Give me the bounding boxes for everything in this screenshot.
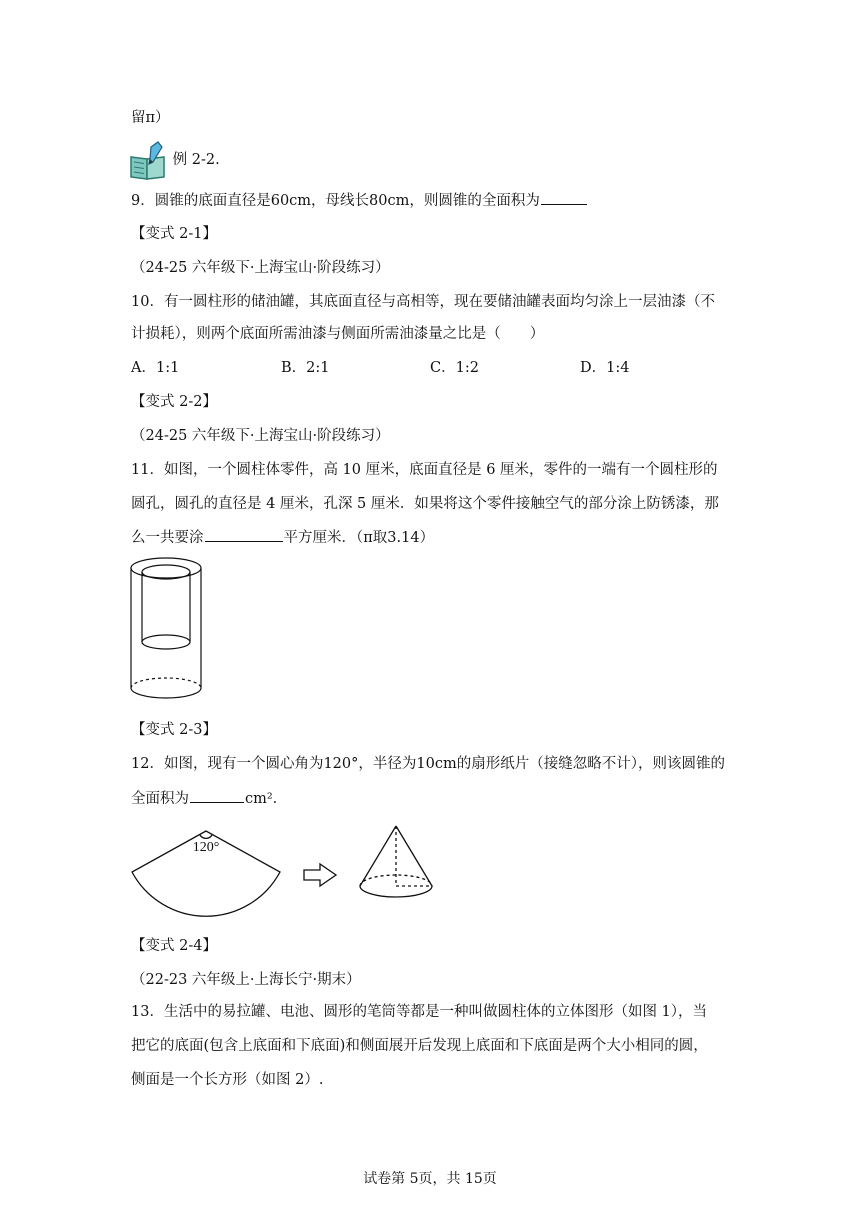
angle-label: 120° [192,840,220,855]
example-label: 例 2-2. [172,152,220,168]
variant-2-2-heading: 【变式 2-2】 [131,394,217,410]
variant-2-1-source: （24-25 六年级下·上海宝山·阶段练习） [131,260,390,276]
variant-2-4-heading: 【变式 2-4】 [131,938,217,954]
variant-2-3-heading: 【变式 2-3】 [131,722,217,738]
answer-blank[interactable] [190,788,244,803]
question-11-line3: 么一共要涂 平方厘米．（π取3.14） [131,527,434,548]
example-header [128,140,220,180]
page-footer: 试卷第 5页，共 15页 [363,1171,497,1187]
question-11-line2: 圆孔，圆孔的直径是 4 厘米，孔深 5 厘米．如果将这个零件接触空气的部分涂上防锈漆，那 [131,496,719,512]
question-9: 9．圆锥的底面直径是60cm，母线长80cm，则圆锥的全面积为 [131,190,588,211]
cylinder-with-hole-figure [126,552,210,700]
question-12-line2: 全面积为 cm²． [131,788,287,809]
variant-2-4-source: （22-23 六年级上·上海长宁·期末） [131,972,361,988]
question-10-line1: 10．有一圆柱形的储油罐，其底面直径与高相等，现在要储油罐表面均匀涂上一层油漆（不 [131,294,715,310]
question-13-line2: 把它的底面(包含上底面和下底面)和侧面展开后发现上底面和下底面是两个大小相同的圆， [131,1038,708,1054]
option-c[interactable]: C．1:2 [430,360,479,376]
top-fragment: 留π） [131,110,170,126]
variant-2-2-source: （24-25 六年级下·上海宝山·阶段练习） [131,428,390,444]
option-d[interactable]: D．1:4 [580,360,630,376]
question-13-line3: 侧面是一个长方形（如图 2）. [131,1072,324,1088]
sector-to-cone-figure [126,822,436,922]
book-pencil-icon [128,140,168,180]
option-a[interactable]: A．1:1 [131,360,180,376]
question-12-line1: 12．如图，现有一个圆心角为120°，半径为10cm的扇形纸片（接缝忽略不计），则该圆锥的 [131,756,725,772]
option-b[interactable]: B．2:1 [281,360,330,376]
answer-blank[interactable] [541,190,587,205]
variant-2-1-heading: 【变式 2-1】 [131,226,217,242]
question-10-line2: 计损耗），则两个底面所需油漆与侧面所需油漆量之比是（ ） [131,326,545,342]
question-11-line1: 11．如图，一个圆柱体零件，高 10 厘米，底面直径是 6 厘米，零件的一端有一个圆柱形的 [131,462,718,478]
question-13-line1: 13．生活中的易拉罐、电池、圆形的笔筒等都是一种叫做圆柱体的立体图形（如图 1），当 [131,1004,708,1020]
answer-blank[interactable] [205,527,283,542]
